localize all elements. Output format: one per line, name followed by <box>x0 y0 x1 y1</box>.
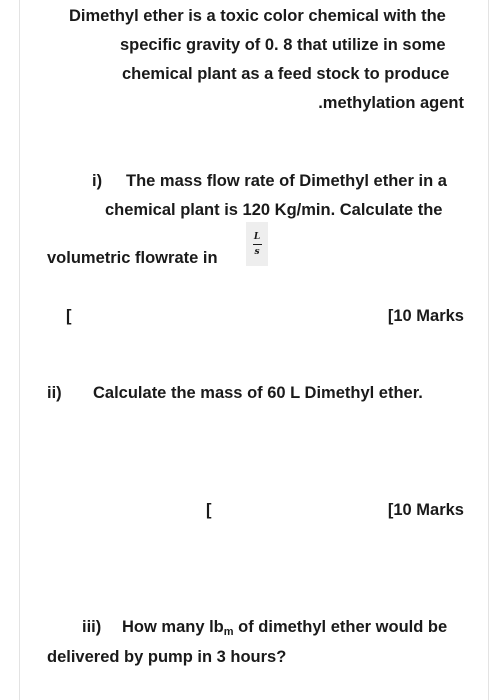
q3-text-after: of dimethyl ether would be <box>233 618 448 636</box>
intro-line-3: chemical plant as a feed stock to produce <box>122 65 450 83</box>
left-border <box>19 0 20 700</box>
q3-number: iii) <box>82 618 102 636</box>
unit-denominator: s <box>254 246 260 257</box>
q3-line-2: delivered by pump in 3 hours? <box>47 648 287 666</box>
q1-line-2: chemical plant is 120 Kg/min. Calculate the <box>105 201 443 219</box>
q3-subscript: m <box>223 626 234 638</box>
q1-line-1: The mass flow rate of Dimethyl ether in a <box>126 172 447 190</box>
q2-number: ii) <box>47 384 62 402</box>
fraction-bar <box>253 244 262 245</box>
unit-fraction-image <box>246 222 268 266</box>
q1-number: i) <box>92 172 103 190</box>
q3-text-before: How many lb <box>122 618 224 636</box>
unit-numerator: L <box>253 231 261 242</box>
q2-bracket: [ <box>206 501 212 519</box>
intro-line-2: specific gravity of 0. 8 that utilize in some <box>120 36 446 54</box>
q2-text: Calculate the mass of 60 L Dimethyl ether. <box>93 384 423 402</box>
intro-line-4: .methylation agent <box>318 94 464 112</box>
q2-marks: [10 Marks <box>387 501 464 519</box>
intro-line-1: Dimethyl ether is a toxic color chemical with the <box>69 7 446 25</box>
q1-marks: [10 Marks <box>387 307 464 325</box>
q3-line-1 <box>122 617 447 637</box>
q1-line-3: volumetric flowrate in <box>47 249 218 267</box>
q1-bracket: [ <box>66 307 72 325</box>
right-border <box>488 0 489 700</box>
